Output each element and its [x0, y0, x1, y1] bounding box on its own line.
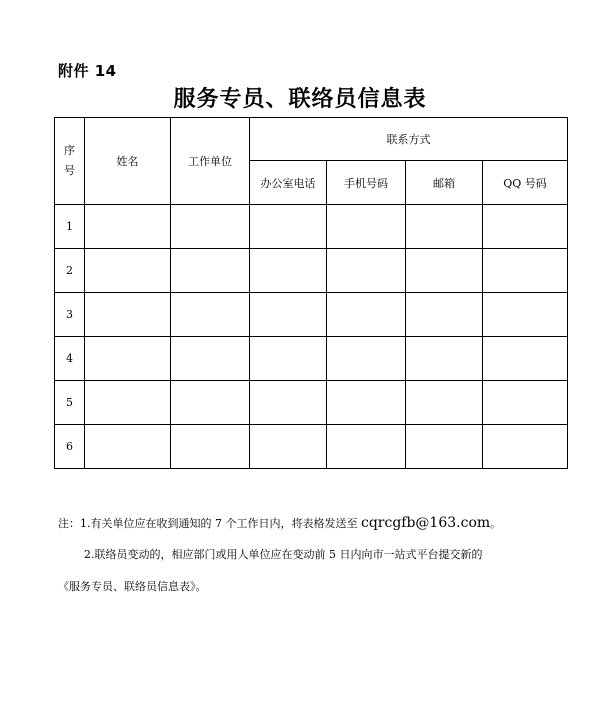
table-row [55, 425, 568, 469]
table-row [55, 249, 568, 293]
table-row [55, 381, 568, 425]
cell-email [406, 293, 483, 337]
cell-qq [483, 293, 568, 337]
row-seq: 3 [55, 293, 85, 337]
table-row [55, 337, 568, 381]
document-title: 服务专员、联络员信息表 [173, 86, 427, 112]
cell-office-phone [250, 293, 327, 337]
header-name: 姓名 [85, 118, 171, 205]
header-unit: 工作单位 [171, 118, 250, 205]
header-seq-top: 序 [64, 144, 75, 157]
cell-office-phone [250, 249, 327, 293]
table-row [55, 205, 568, 249]
cell-email [406, 425, 483, 469]
cell-unit [171, 381, 250, 425]
cell-mobile [327, 425, 406, 469]
cell-name [85, 425, 171, 469]
header-email: 邮箱 [406, 161, 483, 205]
cell-office-phone [250, 381, 327, 425]
cell-unit [171, 425, 250, 469]
email-address: cqrcgfb@163.com [360, 515, 491, 531]
cell-mobile [327, 381, 406, 425]
attachment-label: 附件 14 [58, 62, 117, 80]
row-seq: 1 [55, 205, 85, 249]
cell-mobile [327, 205, 406, 249]
cell-unit [171, 337, 250, 381]
note-line-1 [58, 512, 578, 544]
cell-email [406, 381, 483, 425]
cell-email [406, 249, 483, 293]
row-seq: 5 [55, 381, 85, 425]
cell-mobile [327, 293, 406, 337]
cell-mobile [327, 337, 406, 381]
cell-qq [483, 337, 568, 381]
cell-qq [483, 249, 568, 293]
header-qq: QQ 号码 [483, 161, 568, 205]
cell-office-phone [250, 205, 327, 249]
cell-name [85, 381, 171, 425]
cell-qq [483, 425, 568, 469]
header-mobile: 手机号码 [327, 161, 406, 205]
header-contact: 联系方式 [250, 118, 568, 161]
row-seq: 6 [55, 425, 85, 469]
row-seq: 2 [55, 249, 85, 293]
cell-email [406, 205, 483, 249]
cell-office-phone [250, 425, 327, 469]
cell-name [85, 337, 171, 381]
cell-office-phone [250, 337, 327, 381]
cell-mobile [327, 249, 406, 293]
info-table [54, 117, 568, 469]
note-line-1-end: 。 [490, 517, 502, 530]
header-seq [55, 118, 85, 205]
row-seq: 4 [55, 337, 85, 381]
cell-unit [171, 205, 250, 249]
cell-email [406, 337, 483, 381]
header-office-phone: 办公室电话 [250, 161, 327, 205]
cell-name [85, 249, 171, 293]
cell-name [85, 205, 171, 249]
cell-qq [483, 381, 568, 425]
cell-unit [171, 293, 250, 337]
note-line-1-text: 注：1.有关单位应在收到通知的 7 个工作日内，将表格发送至 [58, 517, 361, 530]
note-line-2: 2.联络员变动的，相应部门或用人单位应在变动前 5 日内向市一站式平台提交新的 [84, 548, 483, 561]
cell-qq [483, 205, 568, 249]
header-row-1 [55, 118, 568, 161]
cell-unit [171, 249, 250, 293]
header-seq-bottom: 号 [64, 164, 75, 177]
cell-name [85, 293, 171, 337]
notes [58, 512, 578, 608]
note-line-3: 《服务专员、联络员信息表》。 [58, 580, 207, 593]
table-row [55, 293, 568, 337]
